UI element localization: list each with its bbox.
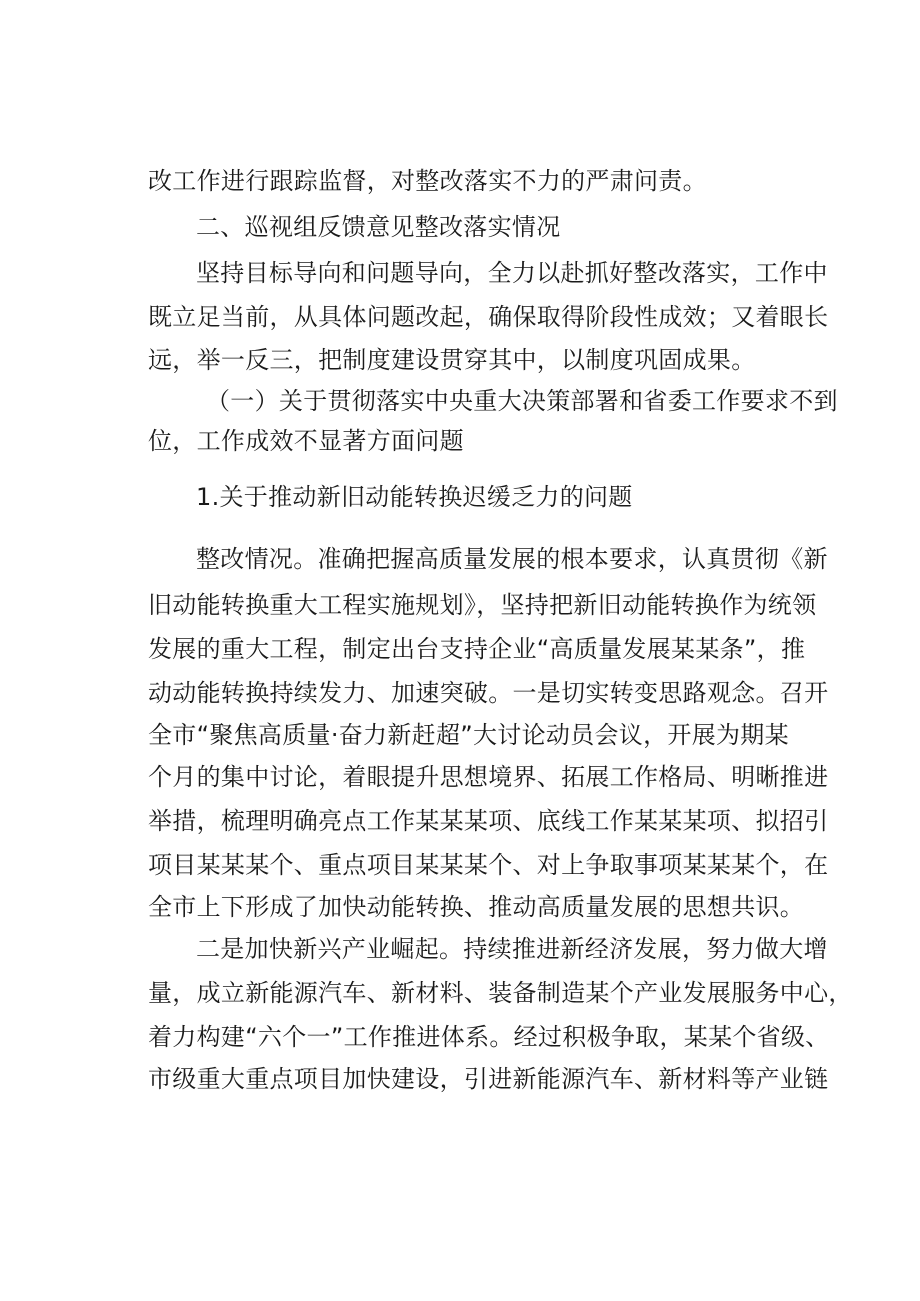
paragraph-line: 旧动能转换重大工程实施规划》，坚持把新旧动能转换作为统领 (148, 591, 817, 619)
subsection-heading: （一）关于贯彻落实中央重大决策部署和省委工作要求不到 (206, 387, 838, 415)
paragraph-line: 个月的集中讨论，着眼提升思想境界、拓展工作格局、明晰推进 (148, 763, 829, 791)
paragraph-line: 整改情况。准确把握高质量发展的根本要求，认真贯彻《新 (196, 545, 828, 573)
paragraph-line: 坚持目标导向和问题导向，全力以赴抓好整改落实，工作中 (196, 259, 828, 287)
paragraph-line: 全市“聚焦高质量·奋力新赶超”大讨论动员会议，开展为期某 (148, 721, 789, 749)
section-heading: 二、巡视组反馈意见整改落实情况 (196, 213, 561, 241)
item-heading: 1.关于推动新旧动能转换迟缓乏力的问题 (196, 483, 633, 511)
paragraph-line: 动动能转换持续发力、加速突破。一是切实转变思路观念。召开 (148, 679, 829, 707)
paragraph-line: 市级重大重点项目加快建设，引进新能源汽车、新材料等产业链 (148, 1065, 829, 1093)
paragraph-line: 举措，梳理明确亮点工作某某某项、底线工作某某某项、拟招引 (148, 807, 829, 835)
paragraph-line: 项目某某某个、重点项目某某某个、对上争取事项某某某个，在 (148, 851, 829, 879)
paragraph-line: 量，成立新能源汽车、新材料、装备制造某个产业发展服务中心， (148, 979, 853, 1007)
subsection-heading: 位，工作成效不显著方面问题 (148, 427, 464, 455)
paragraph-line: 着力构建“六个一”工作推进体系。经过积极争取，某某个省级、 (148, 1023, 830, 1051)
paragraph-line: 既立足当前，从具体问题改起，确保取得阶段性成效；又着眼长 (148, 303, 829, 331)
paragraph-line: 二是加快新兴产业崛起。持续推进新经济发展，努力做大增 (196, 935, 828, 963)
paragraph-line: 全市上下形成了加快动能转换、推动高质量发展的思想共识。 (148, 893, 805, 921)
paragraph-line: 改工作进行跟踪监督，对整改落实不力的严肃问责。 (148, 167, 707, 195)
paragraph-line: 发展的重大工程，制定出台支持企业“高质量发展某某条”，推 (148, 635, 806, 663)
paragraph-line: 远，举一反三，把制度建设贯穿其中，以制度巩固成果。 (148, 346, 756, 374)
